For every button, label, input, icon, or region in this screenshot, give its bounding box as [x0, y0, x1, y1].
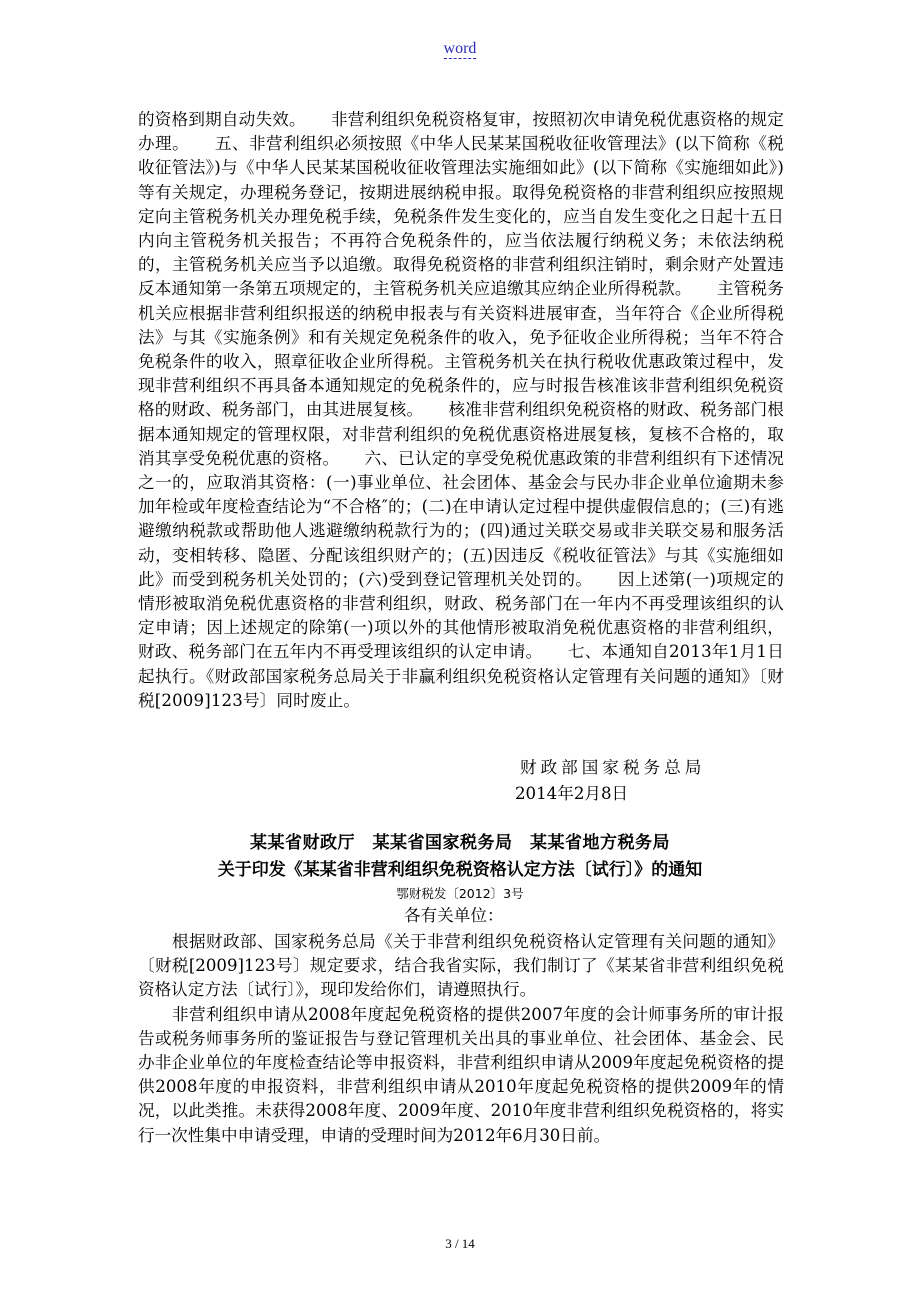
notice-title-issuers: 某某省财政厅 某某省国家税务局 某某省地方税务局	[250, 833, 670, 853]
header-word-label[interactable]: word	[443, 40, 477, 57]
paragraph-application: 非营利组织申请从2008年度起免税资格的提供2007年度的会计师事务所的审计报告或税务师事务所的鉴证报告与登记管理机关出具的事业单位、社会团体、基金会、民办非企业单位的年度检查结论等申报资料，非营利组织申请从2009年度起免税资格的提供2008年度的申报资料，非营利组织申请从2010年度起免税资格的提供2009年的情况，以此类推。未获得2008年度、2009年度、2010年度非营利组织免税资格的，将实行一次性集中申请受理，申请的受理时间为2012年6月30日前。	[138, 1004, 784, 1145]
notice-content	[138, 930, 784, 1148]
page-header	[0, 40, 920, 58]
notice-title: 关于印发《某某省非营利组织免税资格认定方法〔试行〕》的通知	[217, 860, 703, 880]
document-number: 鄂财税发〔2012〕3号	[396, 886, 524, 901]
notice-body-text: 的资格到期自动失效。 非营利组织免税资格复审，按照初次申请免税优惠资格的规定办理。 五、非营利组织必须按照《中华人民某某国税收征收管理法》(以下简称《税收征管法》)与《中华人民某某国税收征收管理法实施细如此》(以下简称《实施细如此》)等有关规定，办理税务登记，按期进展纳税申报。取得免税资格的非营利组织应按照规定向主管税务机关办理免税手续，免税条件发生变化的，应当自发生变化之日起十五日内向主管税务机关报告；不再符合免税条件的，应当依法履行纳税义务；未依法纳税的，主管税务机关应当予以追缴。取得免税资格的非营利组织注销时，剩余财产处置违反本通知第一条第五项规定的，主管税务机关应追缴其应纳企业所得税款。 主管税务机关应根据非营利组织报送的纳税申报表与有关资料进展审查，当年符合《企业所得税法》与其《实施条例》和有关规定免税条件的收入，免予征收企业所得税；当年不符合免税条件的收入，照章征收企业所得税。主管税务机关在执行税收优惠政策过程中，发现非营利组织不再具备本通知规定的免税条件的，应与时报告核准该非营利组织免税资格的财政、税务部门，由其进展复核。 核准非营利组织免税资格的财政、税务部门根据本通知规定的管理权限，对非营利组织的免税优惠资格进展复核，复核不合格的，取消其享受免税优惠的资格。 六、已认定的享受免税优惠政策的非营利组织有下述情况之一的，应取消其资格：(一)事业单位、社会团体、基金会与民办非企业单位逾期未参加年检或年度检查结论为“不合格″的；(二)在申请认定过程中提供虚假信息的；(三)有逃避缴纳税款或帮助他人逃避缴纳税款行为的；(四)通过关联交易或非关联交易和服务活动，变相转移、隐匿、分配该组织财产的；(五)因违反《税收征管法》与其《实施细如此》而受到税务机关处罚的；(六)受到登记管理机关处罚的。 因上述第(一)项规定的情形被取消免税优惠资格的非营利组织，财政、税务部门在一年内不再受理该组织的认定申请；因上述规定的除第(一)项以外的其他情形被取消免税优惠资格的非营利组织，财政、税务部门在五年内不再受理该组织的认定申请。 七、本通知自2013年1月1日起执行。《财政部国家税务总局关于非赢利组织免税资格认定管理有关问题的通知》〔财税[2009]123号〕同时废止。	[138, 110, 784, 710]
signature-organization: 财政部国家税务总局	[520, 758, 706, 777]
page-number: 3 / 14	[445, 1236, 475, 1251]
signature-date: 2014年2月8日	[515, 784, 629, 803]
paragraph-intro: 根据财政部、国家税务总局《关于非营利组织免税资格认定管理有关问题的通知》〔财税[2009]123号〕规定要求，结合我省实际，我们制订了《某某省非营利组织免税资格认定方法〔试行〕》，现印发给你们，请遵照执行。	[138, 932, 784, 1000]
salutation: 各有关单位：	[404, 906, 504, 925]
